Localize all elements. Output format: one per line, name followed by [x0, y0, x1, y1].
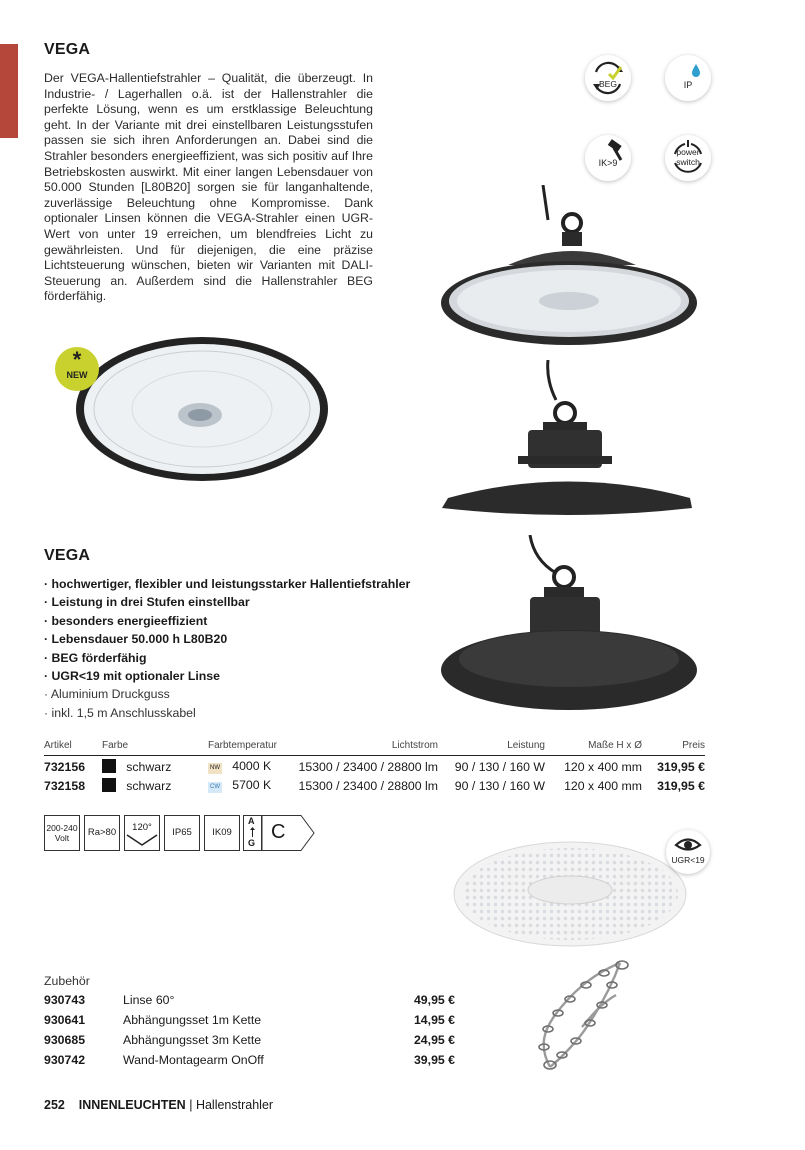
farbe-value: schwarz	[126, 760, 172, 774]
col-masse: Maße H x Ø	[545, 740, 642, 756]
ik-label: IK>9	[598, 158, 618, 168]
beg-badge	[585, 55, 631, 101]
feature-item: · UGR<19 mit optionaler Linse	[44, 669, 220, 684]
masse-value: 120 x 400 mm	[564, 778, 642, 793]
new-badge	[55, 347, 99, 391]
acc-artikel: 930743	[44, 993, 86, 1007]
page-footer	[44, 1098, 273, 1112]
ik-badge	[585, 135, 631, 181]
lichtstrom-value: 15300 / 23400 / 28800 lm	[298, 778, 438, 793]
feature-list	[44, 575, 444, 722]
table-row	[44, 1011, 455, 1031]
ra-icon: Ra>80	[84, 815, 120, 851]
col-farbtemperatur: Farbtemperatur	[208, 740, 298, 756]
section-title-vega: VEGA	[44, 41, 91, 58]
lichtstrom-value: 15300 / 23400 / 28800 lm	[298, 759, 438, 774]
ct-value: 4000 K	[232, 759, 272, 773]
footer-separator: |	[189, 1098, 193, 1112]
feature-item: · hochwertiger, flexibler und leistungsstarker Hallentiefstrahler	[44, 577, 411, 591]
ct-code-badge: NW	[208, 763, 222, 774]
ugr-badge	[666, 830, 710, 874]
feature-item: · besonders energieeffizient	[44, 613, 208, 628]
ip65-icon: IP65	[164, 815, 200, 851]
artikel-number: 732156	[44, 759, 86, 774]
spec-table	[44, 740, 705, 794]
ik09-icon: IK09	[204, 815, 240, 851]
beam-angle-glyph	[125, 833, 159, 847]
feature-item: · Leistung in drei Stufen einstellbar	[44, 595, 250, 610]
leistung-value: 90 / 130 / 160 W	[454, 778, 545, 793]
footer-category: INNENLEUCHTEN	[78, 1098, 186, 1112]
ip-badge	[665, 55, 711, 101]
acc-name: Linse 60°	[123, 993, 175, 1007]
volt-icon	[44, 815, 80, 851]
beam-angle-icon	[124, 815, 160, 851]
table-row	[44, 991, 455, 1011]
col-farbe: Farbe	[102, 740, 208, 756]
leistung-value: 90 / 130 / 160 W	[454, 759, 545, 774]
power-switch-badge	[665, 135, 711, 181]
acc-preis: 14,95 €	[413, 1013, 455, 1027]
acc-name: Wand-Montagearm OnOff	[123, 1053, 264, 1067]
volt-range: 200-240	[46, 823, 78, 833]
table-row	[44, 1051, 455, 1071]
beg-cycle-icon	[585, 55, 631, 101]
section-title-vega-2: VEGA	[44, 547, 91, 564]
color-swatch	[102, 759, 116, 773]
table-row	[44, 756, 705, 776]
acc-name: Abhängungsset 3m Kette	[123, 1033, 262, 1047]
power-label-1: power	[676, 147, 700, 157]
col-artikel: Artikel	[44, 740, 102, 756]
feature-item: · Lebensdauer 50.000 h L80B20	[44, 632, 228, 647]
ip-label: IP	[683, 80, 693, 90]
preis-value: 319,95 €	[657, 759, 705, 774]
col-leistung: Leistung	[438, 740, 545, 756]
acc-preis: 39,95 €	[413, 1053, 455, 1067]
acc-preis: 24,95 €	[413, 1033, 455, 1047]
product-image-perspective	[438, 535, 700, 710]
ugr-label: UGR<19	[671, 855, 705, 865]
eye-icon	[666, 830, 710, 856]
footer-subcategory: Hallenstrahler	[195, 1098, 274, 1112]
artikel-number: 732158	[44, 778, 86, 793]
acc-artikel: 930641	[44, 1013, 86, 1027]
acc-name: Abhängungsset 1m Kette	[123, 1013, 262, 1027]
product-image-side	[438, 360, 700, 520]
col-preis: Preis	[642, 740, 705, 756]
lens-accessory-image	[450, 838, 690, 950]
masse-value: 120 x 400 mm	[564, 759, 642, 774]
feature-item: · BEG förderfähig	[44, 650, 147, 665]
col-lichtstrom: Lichtstrom	[298, 740, 438, 756]
energy-bottom: G	[248, 838, 256, 848]
spec-header-row	[44, 740, 705, 756]
feature-item: · inkl. 1,5 m Anschlusskabel	[44, 705, 196, 720]
power-label-2: switch	[676, 157, 700, 167]
beam-angle-value: 120°	[132, 822, 152, 833]
new-label: NEW	[66, 370, 88, 380]
energy-label	[243, 815, 315, 856]
color-swatch	[102, 778, 116, 792]
product-image-hanging-top	[438, 185, 700, 345]
feature-item: · Aluminium Druckguss	[44, 687, 170, 702]
acc-artikel: 930742	[44, 1053, 86, 1067]
accessories-table	[44, 991, 455, 1071]
water-drop-icon	[665, 55, 711, 101]
energy-class: C	[271, 821, 286, 843]
preis-value: 319,95 €	[657, 778, 705, 793]
table-row	[44, 775, 705, 794]
farbe-value: schwarz	[126, 779, 172, 793]
beg-label: BEG	[599, 79, 617, 89]
acc-artikel: 930685	[44, 1033, 86, 1047]
accessories-heading: Zubehör	[44, 974, 90, 988]
ct-value: 5700 K	[232, 778, 272, 792]
intro-paragraph: Der VEGA-Hallentiefstrahler – Qualität, die überzeugt. In Industrie- / Lagerhallen o.ä. ist der Hallenstrahler die perfekte Lösung, wenn es um erstklassige Beleuchtung geht. In der Variante mit drei einstellbaren Leistungsstufen passen sie sich ihren Anforderungen an. Dabei sind die Strahler besonders energieeffizient, was sich positiv auf Ihre Betriebskosten auswirkt. Mit einer langen Lebensdauer von 50.000 Stunden [L80B20] sorgen sie für langanhaltende, zuverlässige Beleuchtung ohne Kompromisse. Dank optionaler Linsen können die VEGA-Strahler einen UGR-Wert von unter 19 erreichen, um blendfreies Licht zu gewährleisten. Und für diejenigen, die eine präzise Lichtsteuerung wünschen, bieten wir Varianten mit DALI-Steuerung an. Außerdem sind die Hallenstrahler BEG förderfähig.	[44, 71, 373, 304]
acc-preis: 49,95 €	[413, 993, 455, 1007]
volt-unit: Volt	[54, 833, 70, 843]
asterisk-icon: *	[72, 347, 82, 372]
chapter-tab	[0, 44, 18, 138]
product-image-front	[74, 335, 330, 483]
table-row	[44, 1031, 455, 1051]
ct-code-badge: CW	[208, 782, 222, 793]
energy-top: A	[248, 816, 255, 826]
chain-accessory-image	[520, 955, 635, 1080]
page-number: 252	[44, 1098, 65, 1112]
